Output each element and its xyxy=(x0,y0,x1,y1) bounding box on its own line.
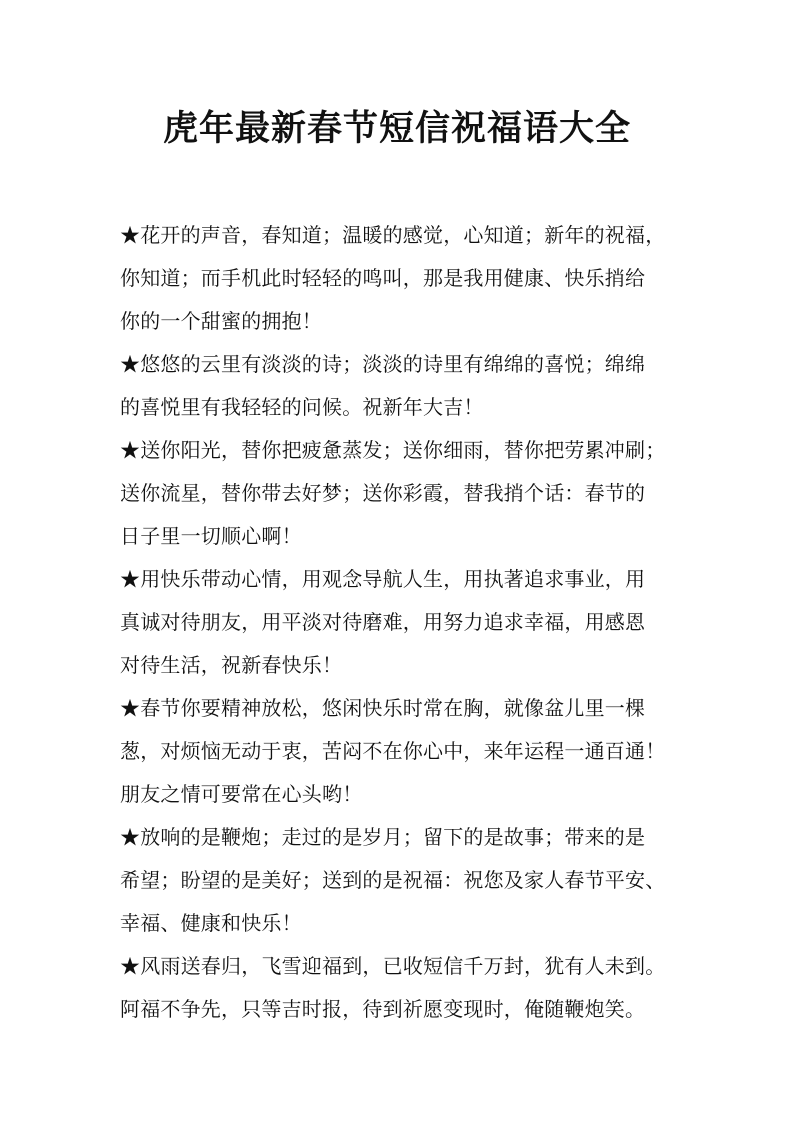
text-line: ★放响的是鞭炮；走过的是岁月；留下的是故事；带来的是 xyxy=(120,825,646,849)
document-title: 虎年最新春节短信祝福语大全 xyxy=(162,108,631,149)
text-line: 送你流星，替你带去好梦；送你彩霞，替我捎个话：春节的 xyxy=(120,481,646,505)
text-line: 真诚对待朋友，用平淡对待磨难，用努力追求幸福，用感恩 xyxy=(120,610,646,634)
text-line: 阿福不争先，只等吉时报，待到祈愿变现时，俺随鞭炮笑。 xyxy=(120,997,646,1021)
text-line: 日子里一切顺心啊！ xyxy=(120,524,302,548)
text-line: 希望；盼望的是美好；送到的是祝福：祝您及家人春节平安、 xyxy=(120,868,666,892)
text-line: ★春节你要精神放松，悠闲快乐时常在胸，就像盆儿里一棵 xyxy=(120,696,646,720)
text-line: ★花开的声音，春知道；温暖的感觉，心知道；新年的祝福， xyxy=(120,223,666,247)
text-line: 你知道；而手机此时轻轻的鸣叫，那是我用健康、快乐捎给 xyxy=(120,266,646,290)
text-line: 你的一个甜蜜的拥抱！ xyxy=(120,309,322,333)
text-line: ★悠悠的云里有淡淡的诗；淡淡的诗里有绵绵的喜悦；绵绵 xyxy=(120,352,646,376)
text-line: ★风雨送春归，飞雪迎福到，已收短信千万封，犹有人未到。 xyxy=(120,954,666,978)
text-line: 幸福、健康和快乐！ xyxy=(120,911,302,935)
text-line: 对待生活，祝新春快乐！ xyxy=(120,653,343,677)
text-line: 的喜悦里有我轻轻的问候。祝新年大吉！ xyxy=(120,395,484,419)
text-line: ★送你阳光，替你把疲惫蒸发；送你细雨，替你把劳累冲刷； xyxy=(120,438,666,462)
text-line: ★用快乐带动心情，用观念导航人生，用执著追求事业，用 xyxy=(120,567,646,591)
text-line: 葱，对烦恼无动于衷，苦闷不在你心中，来年运程一通百通！ xyxy=(120,739,666,763)
text-line: 朋友之情可要常在心头哟！ xyxy=(120,782,363,806)
document-body xyxy=(120,214,680,1031)
